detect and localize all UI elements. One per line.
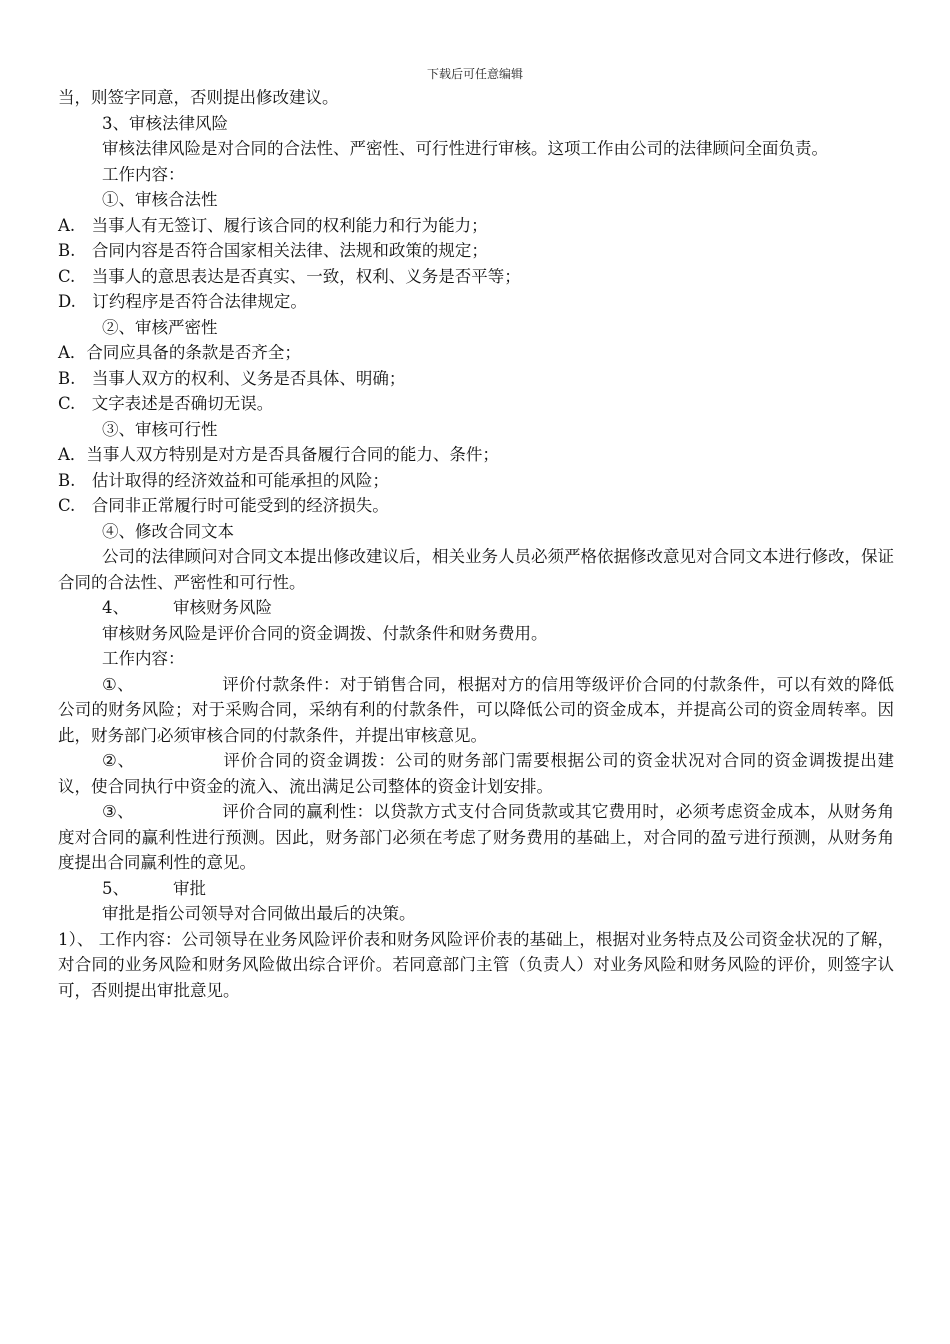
document-body <box>58 85 894 1003</box>
label-work-content-2: 工作内容： <box>102 649 185 668</box>
heading-approval <box>58 876 894 902</box>
subheading-legality: ①、审核合法性 <box>102 190 218 209</box>
list-item-legality-d: D. 订约程序是否符合法律规定。 <box>58 292 307 311</box>
heading-legal-risk: 3、审核法律风险 <box>102 113 228 133</box>
page-header: 下载后可任意编辑 <box>426 67 523 81</box>
paragraph-legal-risk-intro: 审核法律风险是对合同的合法性、严密性、可行性进行审核。这项工作由公司的法律顾问全面负责。 <box>102 139 828 158</box>
paragraph-approval-work-content: 1）、 工作内容：公司领导在业务风险评价表和财务风险评价表的基础上，根据对业务特点及公司资金状况的了解，对合同的业务风险和财务风险做出综合评价。若同意部门主管（负责人）对业务风险和财务风险的评价，则签字认可，否则提出审批意见。 <box>58 929 894 1000</box>
item-number: ①、 <box>102 674 134 694</box>
label-work-content: 工作内容： <box>102 164 185 184</box>
list-item-rigor-b: B. 当事人双方的权利、义务是否具体、明确； <box>58 368 406 388</box>
paragraph-payment-terms <box>58 672 894 749</box>
list-item-rigor-a: A．合同应具备的条款是否齐全； <box>58 343 301 362</box>
paragraph-fund-allocation <box>58 748 894 799</box>
paragraph-approval-end: 当，则签字同意，否则提出修改建议。 <box>58 88 339 107</box>
subheading-feasibility: ③、审核可行性 <box>102 419 218 439</box>
item-text: 评价合同的赢利性：以贷款方式支付合同货款或其它费用时，必须考虑资金成本，从财务角度对合同的赢利性进行预测。因此，财务部门必须在考虑了财务费用的基础上，对合同的盈亏进行预测，从财务角度提出合同赢利性的意见。 <box>58 802 895 872</box>
paragraph-revise-text: 公司的法律顾问对合同文本提出修改建议后，相关业务人员必须严格依据修改意见对合同文本进行修改，保证合同的合法性、严密性和可行性。 <box>58 547 894 592</box>
heading-number: 4、 <box>102 598 129 617</box>
item-number: ②、 <box>102 751 135 770</box>
paragraph-financial-risk-intro: 审核财务风险是评价合同的资金调拨、付款条件和财务费用。 <box>102 623 548 643</box>
item-text: 评价合同的资金调拨：公司的财务部门需要根据公司的资金状况对合同的资金调拨提出建议，使合同执行中资金的流入、流出满足公司整体的资金计划安排。 <box>58 751 894 796</box>
list-item-legality-b: B. 合同内容是否符合国家相关法律、法规和政策的规定； <box>58 241 488 260</box>
subheading-revise-text: ④、修改合同文本 <box>102 521 234 541</box>
list-item-feasibility-c: C. 合同非正常履行时可能受到的经济损失。 <box>58 496 389 515</box>
list-item-legality-a: A. 当事人有无签订、履行该合同的权利能力和行为能力； <box>58 215 488 235</box>
list-item-feasibility-a: A．当事人双方特别是对方是否具备履行合同的能力、条件； <box>58 445 499 464</box>
item-number: ③、 <box>102 802 134 821</box>
paragraph-profitability <box>58 799 894 876</box>
heading-number: 5、 <box>102 878 129 898</box>
item-text: 评价付款条件：对于销售合同，根据对方的信用等级评价合同的付款条件，可以有效的降低公司的财务风险；对于采购合同，采纳有利的付款条件，可以降低公司的资金成本，并提高公司的资金周转率。因此，财务部门必须审核合同的付款条件，并提出审核意见。 <box>58 674 895 745</box>
list-item-rigor-c: C. 文字表述是否确切无误。 <box>58 394 274 413</box>
subheading-rigor: ②、审核严密性 <box>102 317 218 337</box>
paragraph-approval-intro: 审批是指公司领导对合同做出最后的决策。 <box>102 904 416 923</box>
heading-financial-risk <box>58 595 894 621</box>
heading-text: 审核财务风险 <box>173 598 272 617</box>
list-item-feasibility-b: B. 估计取得的经济效益和可能承担的风险； <box>58 470 389 490</box>
heading-text: 审批 <box>173 878 206 898</box>
list-item-legality-c: C. 当事人的意思表达是否真实、一致，权利、义务是否平等； <box>58 266 521 286</box>
